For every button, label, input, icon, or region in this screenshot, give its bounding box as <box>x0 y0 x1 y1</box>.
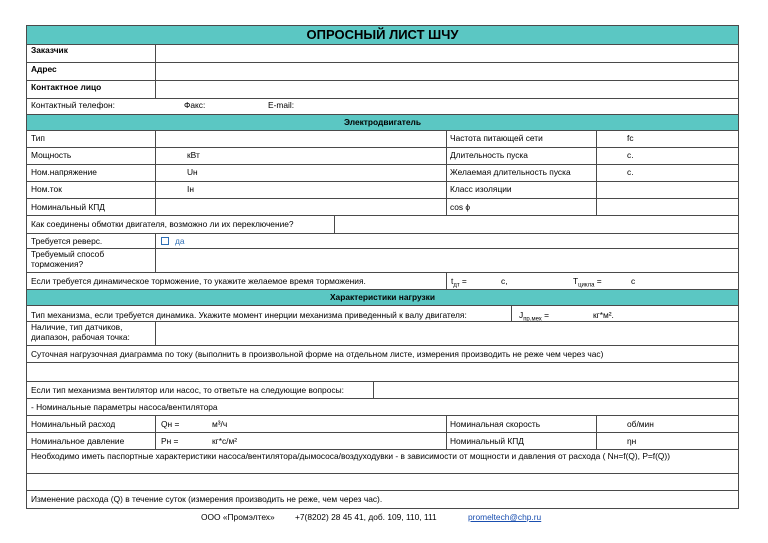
power-unit: кВт <box>187 151 200 160</box>
windings-answer-field[interactable] <box>335 215 738 233</box>
email-label: E-mail: <box>268 101 295 110</box>
frequency-label: Частота питающей сети <box>450 134 543 143</box>
phone-label: Контактный телефон: <box>31 101 115 110</box>
flow-symbol: Qн = <box>161 420 180 429</box>
cos-phi-label: cos ϕ <box>450 203 471 212</box>
reverse-label: Требуется реверс. <box>31 237 103 246</box>
customer-field[interactable] <box>156 44 738 62</box>
reverse-checkbox[interactable] <box>161 237 169 245</box>
footer-phone: +7(8202) 28 45 41, доб. 109, 110, 111 <box>295 512 437 522</box>
desired-start-unit: с. <box>627 168 634 177</box>
flow-unit: м³/ч <box>212 420 228 429</box>
fan-pump-question: Если тип механизма вентилятор или насос, то ответьте на следующие вопросы: <box>31 386 344 395</box>
load-diagram-field[interactable] <box>27 362 738 381</box>
nominal-current-unit: Iн <box>187 185 194 194</box>
motor-efficiency-label: Номинальный КПД <box>31 203 105 212</box>
nominal-params-heading: - Номинальные параметры насоса/вентилятора <box>31 403 218 412</box>
passport-field[interactable] <box>27 473 738 490</box>
desired-start-label: Желаемая длительность пуска <box>450 168 571 177</box>
footer-email[interactable] <box>468 512 541 522</box>
pump-efficiency-unit: ηн <box>627 437 637 446</box>
type-label: Тип <box>31 134 45 143</box>
nominal-voltage-unit: Uн <box>187 168 198 177</box>
motor-section-header: Электродвигатель <box>27 115 738 130</box>
nominal-pressure-label: Номинальное давление <box>31 437 125 446</box>
braking-method-label: Требуемый способ торможения? <box>31 250 105 269</box>
load-diagram-note: Суточная нагрузочная диаграмма по току (выполнить в произвольной форме на отдельном листе, измерения производить не реже чем через час) <box>31 350 604 359</box>
nominal-speed-unit: об/мин <box>627 420 654 429</box>
inertia-unit: кг*м². <box>593 311 614 320</box>
contact-person-field[interactable] <box>156 80 738 98</box>
footer-email-link[interactable]: promeltech@chp.ru <box>468 512 542 522</box>
t-dt-label: $t_{дт}$ = <box>451 277 467 289</box>
address-field[interactable] <box>156 62 738 80</box>
address-label: Адрес <box>31 65 57 74</box>
start-duration-label: Длительность пуска <box>450 151 528 160</box>
pressure-symbol: Рн = <box>161 437 179 446</box>
passport-characteristics-note: Необходимо иметь паспортные характеристики насоса/вентилятора/дымососа/воздуходувки - в зависимости от мощности и давления от расхода ( Nн=f(Q), P=f(Q)) <box>31 452 671 461</box>
t-cycle-unit: с <box>631 277 636 286</box>
pressure-unit: кг*с/м² <box>212 437 238 446</box>
dynamic-braking-question: Если требуется динамическое торможение, то укажите желаемое время торможения. <box>31 277 366 286</box>
braking-method-field[interactable] <box>156 248 738 272</box>
windings-question: Как соединены обмотки двигателя, возможно ли их переключение? <box>31 220 294 229</box>
form-title: ОПРОСНЫЙ ЛИСТ ШЧУ <box>27 26 738 44</box>
t-cycle-label: $T_{цикла}$ = <box>573 277 602 289</box>
mechanism-type-question: Тип механизма, если требуется динамика. Укажите момент инерции механизма приведенный к валу двигателя: <box>31 311 467 320</box>
start-duration-unit: с. <box>627 151 634 160</box>
customer-label: Заказчик <box>31 46 68 55</box>
nominal-flow-label: Номинальный расход <box>31 420 116 429</box>
nominal-voltage-label: Ном.напряжение <box>31 168 97 177</box>
inertia-label: $J_{пр.мех}$ = <box>519 311 550 323</box>
footer-company: ООО «Промэлтех» <box>201 512 275 522</box>
t-dt-unit: с, <box>501 277 508 286</box>
flow-change-note: Изменение расхода (Q) в течение суток (измерения производить не реже, чем через час). <box>31 495 383 504</box>
nominal-speed-label: Номинальная скорость <box>450 420 541 429</box>
questionnaire-form <box>26 25 739 509</box>
pump-efficiency-label: Номинальный КПД <box>450 437 524 446</box>
fax-label: Факс: <box>184 101 206 110</box>
power-label: Мощность <box>31 151 72 160</box>
frequency-unit: fc <box>627 134 634 143</box>
load-section-header: Характеристики нагрузки <box>27 290 738 305</box>
contact-person-label: Контактное лицо <box>31 83 102 92</box>
sensors-field[interactable] <box>156 321 738 345</box>
sensors-label: Наличие, тип датчиков, диапазон, рабочая точка: <box>31 323 130 342</box>
insulation-class-label: Класс изоляции <box>450 185 512 194</box>
nominal-current-label: Ном.ток <box>31 185 62 194</box>
reverse-yes-label: да <box>175 237 185 246</box>
